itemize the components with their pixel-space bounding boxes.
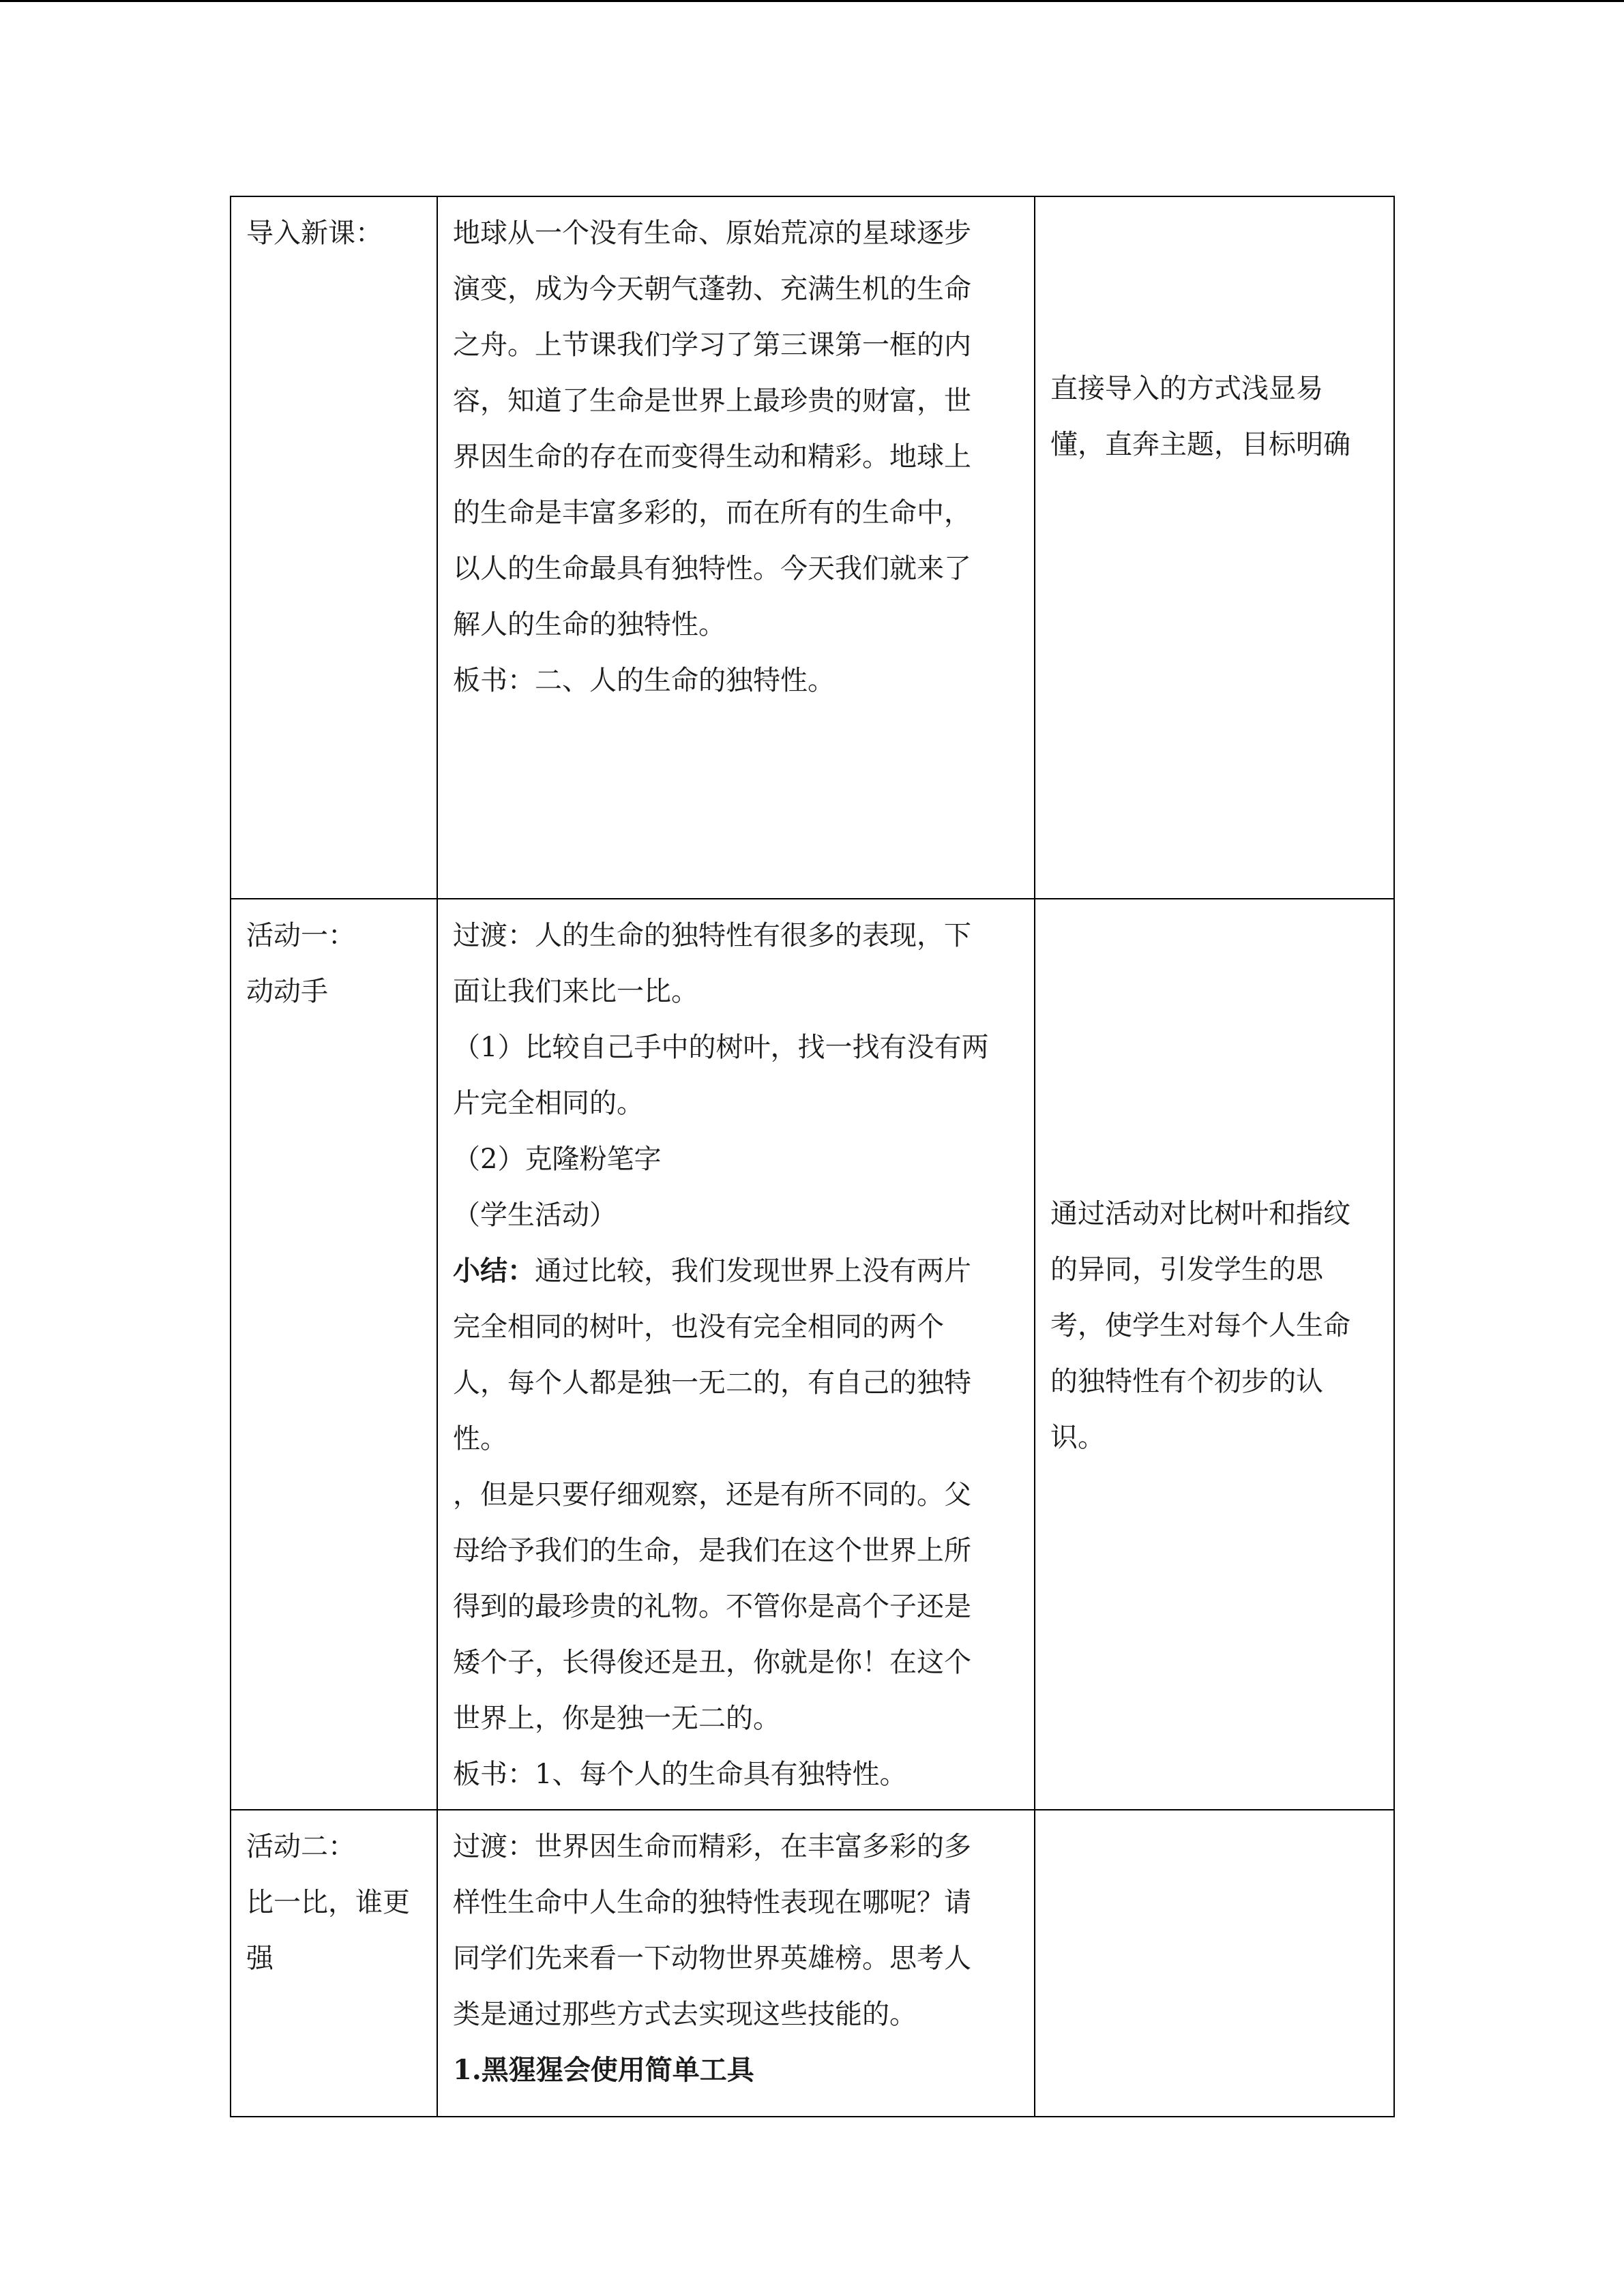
content-line: 完全相同的树叶，也没有完全相同的两个 bbox=[453, 1311, 944, 1343]
content-line: 母给予我们的生命，是我们在这个世界上所 bbox=[453, 1535, 971, 1566]
row-content-cell bbox=[437, 1810, 1035, 2117]
table-row-activity-one bbox=[231, 899, 1394, 1810]
content-line: 面让我们来比一比。 bbox=[453, 976, 698, 1007]
row-label-cell bbox=[231, 196, 437, 899]
row-label-cell bbox=[231, 899, 437, 1810]
content-line: 过渡：人的生命的独特性有很多的表现，下 bbox=[453, 920, 971, 951]
row-note-cell bbox=[1035, 1810, 1394, 2117]
row-label: 比一比，谁更 bbox=[246, 1887, 410, 1918]
table-row-intro bbox=[231, 196, 1394, 899]
row-label: 活动一： bbox=[246, 920, 355, 951]
summary-label: 小结： bbox=[453, 1255, 535, 1287]
content-line: 世界上，你是独一无二的。 bbox=[453, 1703, 780, 1734]
summary-line bbox=[453, 1243, 1019, 1299]
content-line: 类是通过那些方式去实现这些技能的。 bbox=[453, 1999, 917, 2030]
row-note-cell bbox=[1035, 899, 1394, 1810]
content-line: 演变，成为今天朝气蓬勃、充满生机的生命 bbox=[453, 273, 971, 305]
content-line: 以人的生命最具有独特性。今天我们就来了 bbox=[453, 553, 971, 584]
note-line: 直接导入的方式浅显易 bbox=[1050, 373, 1323, 404]
content-line: 片完全相同的。 bbox=[453, 1088, 644, 1119]
table-row-activity-two bbox=[231, 1810, 1394, 2117]
row-label: 活动二： bbox=[246, 1831, 355, 1862]
note-line: 的异同，引发学生的思 bbox=[1050, 1254, 1323, 1285]
top-border-line bbox=[0, 0, 1624, 2]
content-line: 的生命是丰富多彩的，而在所有的生命中， bbox=[453, 497, 971, 528]
content-line: 得到的最珍贵的礼物。不管你是高个子还是 bbox=[453, 1591, 971, 1622]
content-line: 解人的生命的独特性。 bbox=[453, 609, 726, 640]
note-line: 的独特性有个初步的认 bbox=[1050, 1366, 1323, 1397]
row-label: 导入新课： bbox=[246, 218, 383, 249]
row-content-cell bbox=[437, 899, 1035, 1810]
summary-text: 通过比较，我们发现世界上没有两片 bbox=[535, 1255, 971, 1287]
row-label: 强 bbox=[246, 1943, 274, 1974]
blackboard-note: 板书：二、人的生命的独特性。 bbox=[453, 665, 835, 696]
row-content-cell bbox=[437, 196, 1035, 899]
row-label-cell bbox=[231, 1810, 437, 2117]
note-line: 识。 bbox=[1050, 1422, 1105, 1453]
section-heading: 1.黑猩猩会使用简单工具 bbox=[453, 2054, 754, 2086]
content-line: 地球从一个没有生命、原始荒凉的星球逐步 bbox=[453, 218, 971, 249]
content-line: 同学们先来看一下动物世界英雄榜。思考人 bbox=[453, 1943, 971, 1974]
content-line: 过渡：世界因生命而精彩，在丰富多彩的多 bbox=[453, 1831, 971, 1862]
row-label: 动动手 bbox=[246, 976, 328, 1007]
content-line: ，但是只要仔细观察，还是有所不同的。父 bbox=[453, 1479, 971, 1510]
content-line: 界因生命的存在而变得生动和精彩。地球上 bbox=[453, 441, 971, 473]
note-line: 懂，直奔主题，目标明确 bbox=[1050, 429, 1350, 460]
row-note-cell bbox=[1035, 196, 1394, 899]
note-line: 通过活动对比树叶和指纹 bbox=[1050, 1198, 1350, 1229]
content-line: 性。 bbox=[453, 1423, 507, 1455]
content-line: 矮个子，长得俊还是丑，你就是你！在这个 bbox=[453, 1647, 971, 1678]
content-line: 容，知道了生命是世界上最珍贵的财富，世 bbox=[453, 385, 971, 417]
content-line: （1）比较自己手中的树叶，找一找有没有两 bbox=[453, 1032, 989, 1063]
blackboard-note: 板书：1、每个人的生命具有独特性。 bbox=[453, 1759, 907, 1790]
note-line: 考，使学生对每个人生命 bbox=[1050, 1310, 1350, 1341]
content-line: 人，每个人都是独一无二的，有自己的独特 bbox=[453, 1367, 971, 1399]
content-line: 之舟。上节课我们学习了第三课第一框的内 bbox=[453, 329, 971, 361]
content-line: 样性生命中人生命的独特性表现在哪呢？请 bbox=[453, 1887, 971, 1918]
content-line: （学生活动） bbox=[453, 1199, 617, 1231]
content-line: （2）克隆粉笔字 bbox=[453, 1144, 662, 1175]
lesson-plan-table bbox=[230, 196, 1395, 2117]
